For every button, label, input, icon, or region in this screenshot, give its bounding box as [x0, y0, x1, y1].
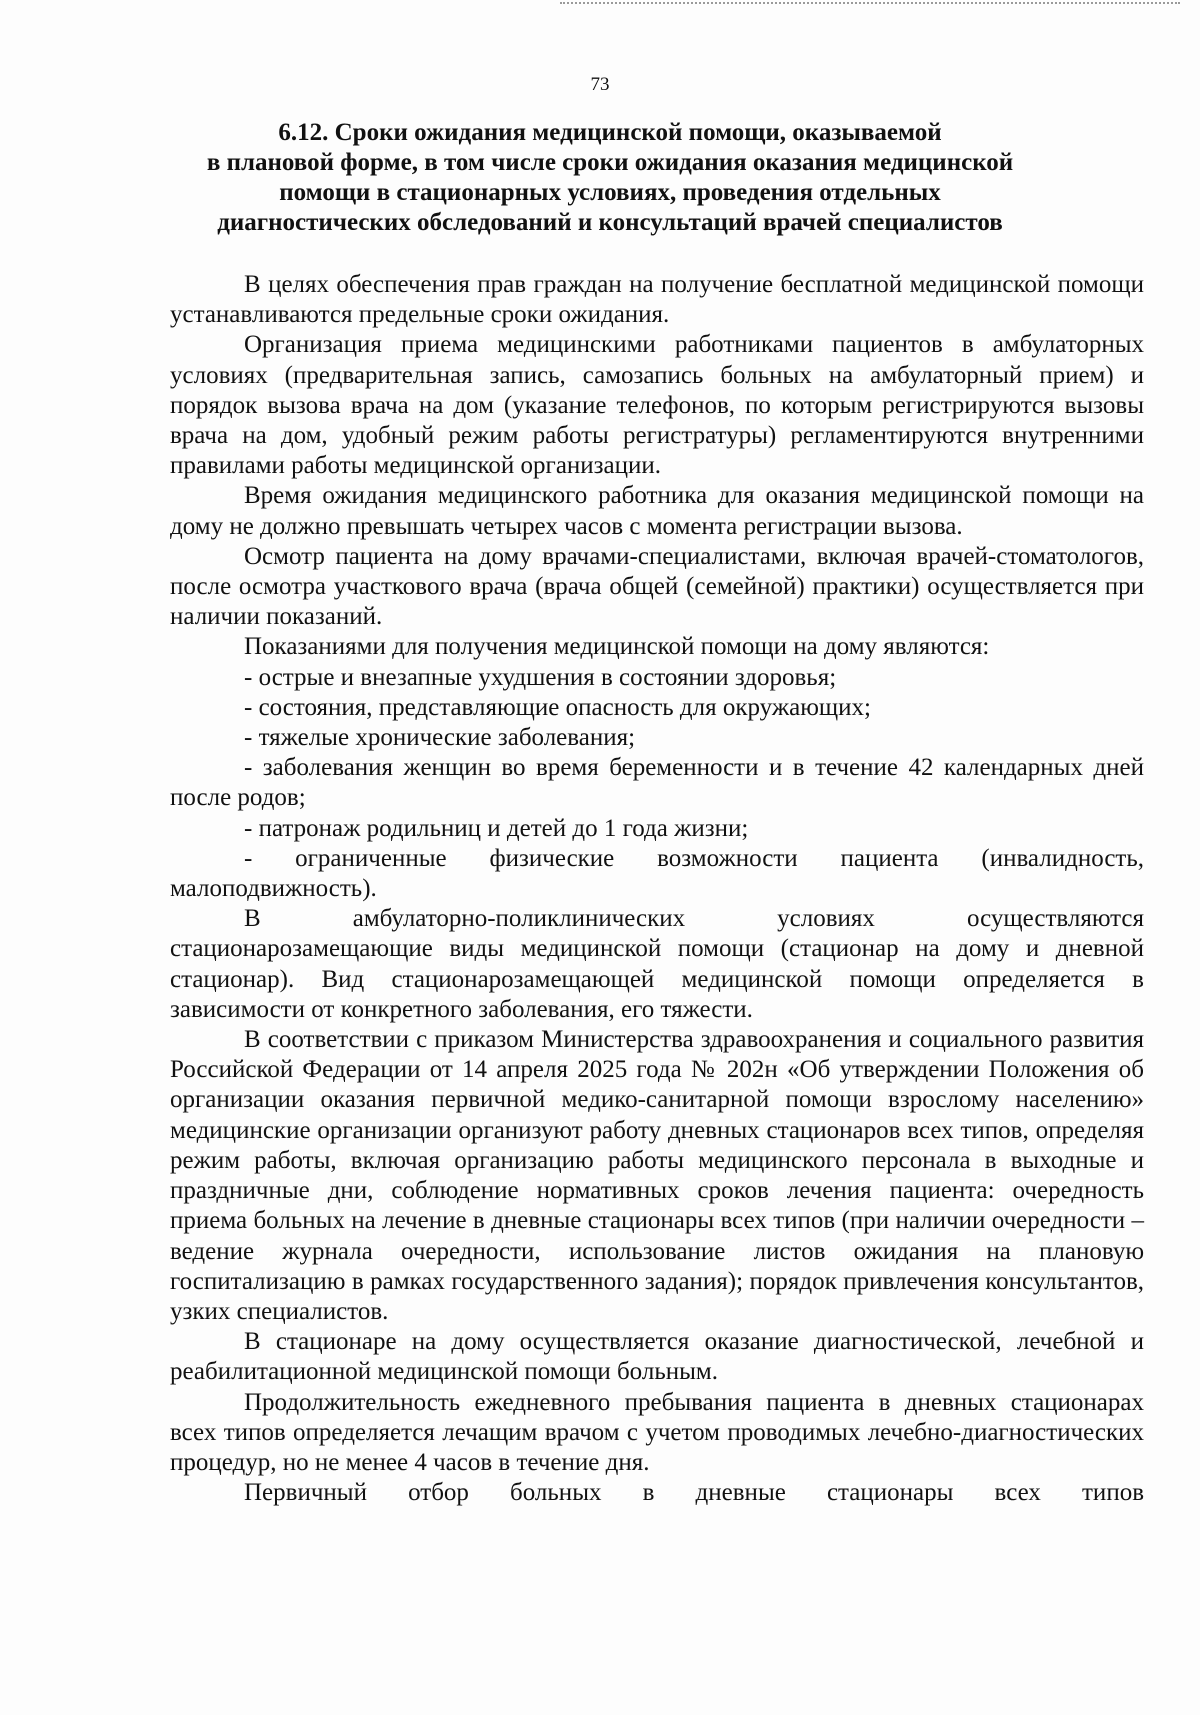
list-item: - состояния, представляющие опасность для окружающих;: [244, 693, 871, 721]
list-item: - ограниченные физические возможности пациента (инвалидность, малоподвижность).: [170, 844, 1144, 903]
document-body: [170, 270, 1144, 1508]
paragraph: Показаниями для получения медицинской помощи на дому являются:: [244, 633, 990, 661]
scan-edge-dots: [560, 2, 1180, 4]
list-item: - тяжелые хронические заболевания;: [244, 724, 636, 752]
paragraph: Время ожидания медицинского работника для оказания медицинской помощи на дому не должно превышать четырех часов с момента регистрации вызова.: [170, 482, 1144, 540]
heading-line: 6.12. Сроки ожидания медицинской помощи, оказываемой: [278, 119, 942, 146]
section-heading: [150, 118, 1070, 238]
list-item: - заболевания женщин во время беременности и в течение 42 календарных дней после родов;: [170, 754, 1144, 812]
paragraph: В соответствии с приказом Министерства здравоохранения и социального развития Российской Федерации от 14 апреля 2025 года № 202н «Об утверждении Положения об организации оказания первичной медико-санитарной помощи взрослому населению» медицинские организации организуют работу дневных стационаров всех типов, определяя режим работы, включая организацию работы медицинского персонала в выходные и праздничные дни, соблюдение нормативных сроков лечения пациента: очередность приема больных на лечение в дневные стационары всех типов (при наличии очередности – ведение журнала очередности, использование листов ожидания на плановую госпитализацию в рамках государственного задания); порядок привлечения консультантов, узких специалистов.: [170, 1026, 1144, 1325]
list-item: - острые и внезапные ухудшения в состоянии здоровья;: [244, 663, 837, 691]
heading-line: помощи в стационарных условиях, проведения отдельных: [279, 179, 941, 206]
paragraph: В амбулаторно-поликлинических условиях осуществляются стационарозамещающие виды медицинской помощи (стационар на дому и дневной стационар). Вид стационарозамещающей медицинской помощи определяется в зависимости от конкретного заболевания, его тяжести.: [170, 905, 1144, 1023]
paragraph: Осмотр пациента на дому врачами-специалистами, включая врачей-стоматологов, после осмотра участкового врача (врача общей (семейной) практики) осуществляется при наличии показаний.: [170, 542, 1144, 631]
paragraph: Первичный отбор больных в дневные стационары всех типов: [244, 1479, 1144, 1507]
paragraph: Организация приема медицинскими работниками пациентов в амбулаторных условиях (предварительная запись, самозапись больных на амбулаторный прием) и порядок вызова врача на дом (указание телефонов, по которым регистрируются вызовы врача на дом, удобный режим работы регистратуры) регламентируются внутренними правилами работы медицинской организации.: [170, 331, 1144, 480]
heading-line: диагностических обследований и консультаций врачей специалистов: [217, 209, 1003, 236]
heading-line: в плановой форме, в том числе сроки ожидания оказания медицинской: [206, 149, 1014, 176]
paragraph: В целях обеспечения прав граждан на получение бесплатной медицинской помощи устанавливаются предельные сроки ожидания.: [170, 271, 1144, 329]
paragraph: В стационаре на дому осуществляется оказание диагностической, лечебной и реабилитационной медицинской помощи больным.: [170, 1328, 1144, 1386]
page-number: 73: [590, 74, 610, 95]
list-item: - патронаж родильниц и детей до 1 года жизни;: [244, 814, 749, 842]
paragraph: Продолжительность ежедневного пребывания пациента в дневных стационарах всех типов определяется лечащим врачом с учетом проводимых лечебно-диагностических процедур, но не менее 4 часов в течение дня.: [170, 1388, 1144, 1476]
